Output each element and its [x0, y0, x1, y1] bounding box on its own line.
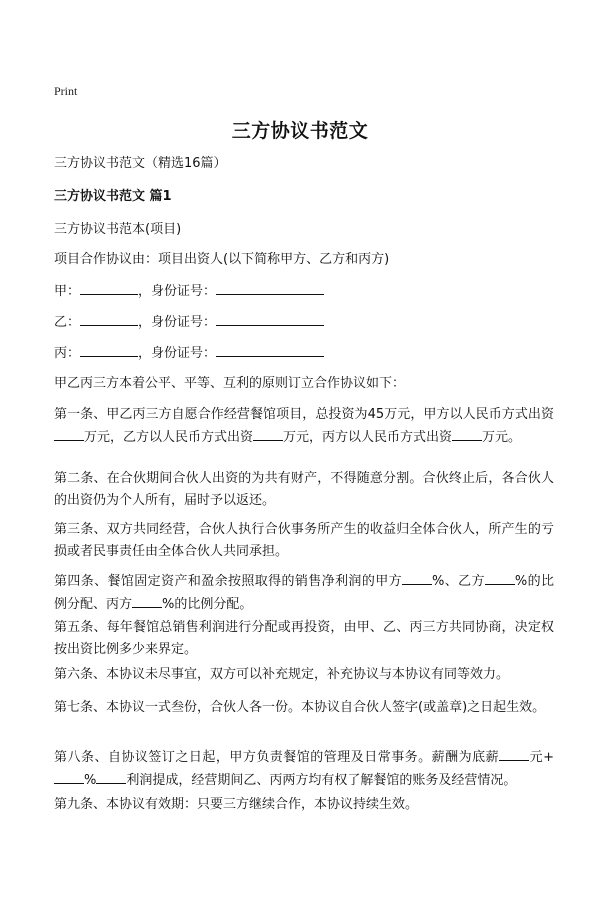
- article-1-text-2: 万元，乙方以人民币方式出资: [84, 430, 254, 445]
- party-b-line: [54, 311, 554, 335]
- article-1-blank-3: [452, 426, 482, 441]
- article-3: 第三条、双方共同经营，合伙人执行合伙事务所产生的收益归全体合伙人，所产生的亏损或者民事责任由全体合伙人共同承担。: [54, 522, 554, 559]
- article-8-blank-1: [499, 746, 529, 761]
- article-4-blank-1: [402, 570, 432, 585]
- party-b-name-blank: [80, 311, 138, 326]
- article-4-text-3: %的比例分配、丙方: [54, 574, 554, 612]
- party-a-label: 甲：: [54, 284, 81, 299]
- party-b-id-label: ，身份证号：: [138, 315, 217, 330]
- article-4-text-4: %的比例分配。: [162, 597, 253, 612]
- party-b-id-blank: [216, 311, 324, 326]
- party-a-id-blank: [216, 280, 324, 295]
- article-4-blank-2: [485, 570, 515, 585]
- article-4-text-1: 第四条、餐馆固定资产和盈余按照取得的销售净利润的甲方: [54, 574, 402, 589]
- article-1: [54, 404, 554, 449]
- preamble: 甲乙丙三方本着公平、平等、互利的原则订立合作协议如下：: [54, 376, 406, 391]
- article-8-blank-2: [54, 769, 84, 784]
- article-4-blank-3: [132, 593, 162, 608]
- article-8-text-1: 第八条、自协议签订之日起，甲方负责餐馆的管理及日常事务。薪酬为底薪: [54, 750, 500, 765]
- article-1-blank-2: [253, 426, 283, 441]
- section-heading: 三方协议书范文 篇1: [54, 189, 172, 204]
- party-a-id-label: ，身份证号：: [138, 284, 217, 299]
- article-1-blank-1: [54, 426, 84, 441]
- intro-line: 项目合作协议由：项目出资人(以下简称甲方、乙方和丙方): [54, 252, 390, 267]
- article-9: 第九条、本协议有效期：只要三方继续合作，本协议持续生效。: [54, 797, 419, 812]
- party-a-name-blank: [80, 280, 138, 295]
- party-c-line: [54, 342, 554, 366]
- print-label[interactable]: Print: [54, 84, 78, 98]
- article-2: 第二条、在合伙期间合伙人出资的为共有财产，不得随意分割。合伙终止后，各合伙人的出资仍为个人所有，届时予以返还。: [54, 471, 554, 508]
- article-6: 第六条、本协议未尽事宜，双方可以补充规定，补充协议与本协议有同等效力。: [54, 667, 510, 682]
- party-c-label: 丙：: [54, 346, 81, 361]
- document-subtitle: 三方协议书范文（精选16篇）: [54, 156, 227, 171]
- party-c-name-blank: [80, 342, 138, 357]
- article-8: [54, 746, 554, 792]
- article-8-blank-3: [96, 769, 126, 784]
- article-4: [54, 570, 554, 616]
- party-b-label: 乙：: [54, 315, 81, 330]
- article-1-text-1: 第一条、甲乙丙三方自愿合作经营餐馆项目，总投资为45万元，甲方以人民币方式出资: [54, 407, 554, 422]
- document-title: 三方协议书范文: [231, 120, 369, 142]
- party-c-id-blank: [216, 342, 324, 357]
- article-1-text-4: 万元。: [482, 430, 522, 445]
- article-8-text-3: %: [84, 773, 97, 788]
- article-1-text-3: 万元，丙方以人民币方式出资: [283, 430, 453, 445]
- article-8-text-2: 元+: [529, 750, 554, 765]
- party-a-line: [54, 280, 554, 304]
- article-8-text-4: 利润提成，经营期间乙、丙两方均有权了解餐馆的账务及经营情况。: [126, 773, 517, 788]
- article-4-text-2: %、乙方: [431, 574, 485, 589]
- sample-label: 三方协议书范本(项目): [54, 222, 182, 237]
- article-5: 第五条、每年餐馆总销售利润进行分配或再投资，由甲、乙、丙三方共同协商，决定权按出资比例多少来界定。: [54, 620, 554, 657]
- party-c-id-label: ，身份证号：: [138, 346, 217, 361]
- article-7: 第七条、本协议一式叁份，合伙人各一份。本协议自合伙人签字(或盖章)之日起生效。: [54, 700, 546, 715]
